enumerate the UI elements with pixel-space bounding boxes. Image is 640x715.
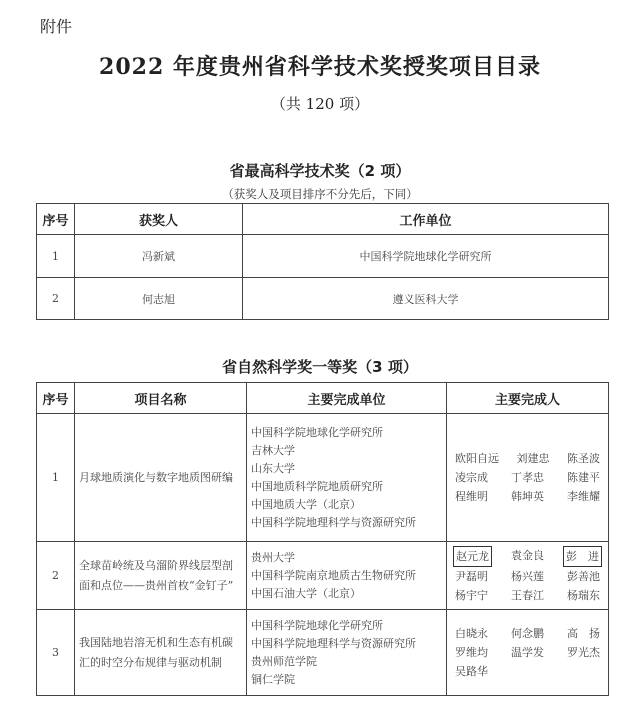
- person-name: 李维耀: [567, 490, 600, 503]
- table-row: [37, 278, 609, 320]
- table-row: [37, 414, 609, 542]
- column-header-awardee: 获奖人: [75, 204, 243, 235]
- person-name: 温学发: [511, 646, 544, 659]
- completing-people: [447, 610, 609, 696]
- person-name: 尹磊明: [455, 570, 488, 583]
- person-name: 陈圣波: [567, 452, 600, 465]
- person-name: 何念鹏: [511, 627, 544, 640]
- attachment-label: 附件: [40, 17, 73, 36]
- person-name: 陈建平: [567, 471, 600, 484]
- person-name: 罗光杰: [567, 646, 600, 659]
- completing-units: [247, 610, 447, 696]
- ordering-note: （获奖人及项目排序不分先后，下同）: [222, 187, 418, 201]
- work-unit: 中国科学院地球化学研究所: [243, 235, 609, 278]
- completing-people: [447, 414, 609, 542]
- unit-line: 中国科学院地球化学研究所: [251, 618, 383, 632]
- person-name: 王春江: [511, 589, 544, 602]
- work-unit: 遵义医科大学: [243, 278, 609, 320]
- section-heading-highest-award: 省最高科学技术奖（2 项）: [229, 162, 411, 180]
- total-count: （共 120 项）: [270, 95, 370, 113]
- document-title: 2022 年度贵州省科学技术奖授奖项目目录: [99, 54, 541, 80]
- column-header-no: 序号: [37, 383, 75, 414]
- awardee-name: 冯新斌: [75, 235, 243, 278]
- person-name: 罗维均: [455, 646, 488, 659]
- unit-line: 中国科学院南京地质古生物研究所: [251, 568, 416, 582]
- person-name: 杨兴莲: [511, 570, 544, 583]
- completing-units: [247, 414, 447, 542]
- table-row: [37, 542, 609, 610]
- row-number: 3: [37, 610, 75, 696]
- row-number: 1: [37, 414, 75, 542]
- unit-line: 中国地质大学（北京）: [251, 497, 361, 511]
- unit-line: 中国科学院地理科学与资源研究所: [251, 636, 416, 650]
- unit-line: 中国石油大学（北京）: [251, 586, 361, 600]
- project-name: 月球地质演化与数字地质图研编: [75, 414, 247, 542]
- column-header-project: 项目名称: [75, 383, 247, 414]
- person-name: 彭 进: [563, 546, 602, 567]
- table-row: [37, 235, 609, 278]
- unit-line: 中国科学院地理科学与资源研究所: [251, 515, 416, 529]
- awardee-name: 何志旭: [75, 278, 243, 320]
- completing-units: [247, 542, 447, 610]
- table-header-row: [37, 204, 609, 235]
- person-name: 凌宗成: [455, 471, 488, 484]
- person-name: 程维明: [455, 490, 488, 503]
- person-name: 高 扬: [567, 627, 600, 640]
- column-header-no: 序号: [37, 204, 75, 235]
- person-name: 袁金良: [511, 549, 544, 562]
- unit-line: 中国科学院地球化学研究所: [251, 425, 383, 439]
- person-name: 欧阳自远: [455, 452, 499, 465]
- person-name: 杨宇宁: [455, 589, 488, 602]
- row-number: 2: [37, 278, 75, 320]
- person-name: 刘建忠: [516, 452, 550, 465]
- natural-science-first-prize-table: [36, 382, 609, 696]
- person-name: 丁孝忠: [511, 471, 544, 484]
- person-name: 白晓永: [455, 627, 488, 640]
- row-number: 1: [37, 235, 75, 278]
- person-name: 吴路华: [455, 665, 488, 678]
- unit-line: 铜仁学院: [251, 672, 295, 686]
- person-name: 赵元龙: [453, 546, 492, 567]
- column-header-work-unit: 工作单位: [243, 204, 609, 235]
- person-name: 韩坤英: [511, 490, 544, 503]
- unit-line: 山东大学: [251, 461, 295, 475]
- column-header-people: 主要完成人: [447, 383, 609, 414]
- project-name: 全球苗岭统及乌溜阶界线层型剖面和点位——贵州首枚“金钉子”: [75, 542, 247, 610]
- column-header-units: 主要完成单位: [247, 383, 447, 414]
- row-number: 2: [37, 542, 75, 610]
- unit-line: 贵州大学: [251, 550, 295, 564]
- unit-line: 吉林大学: [251, 443, 295, 457]
- highest-award-table: [36, 203, 609, 320]
- project-name: 我国陆地岩溶无机和生态有机碳汇的时空分布规律与驱动机制: [75, 610, 247, 696]
- completing-people: [447, 542, 609, 610]
- unit-line: 中国地质科学院地质研究所: [251, 479, 383, 493]
- section-heading-natural-science-first-prize: 省自然科学奖一等奖（3 项）: [222, 358, 418, 376]
- unit-line: 贵州师范学院: [251, 654, 317, 668]
- person-name: 彭善池: [567, 570, 600, 583]
- table-header-row: [37, 383, 609, 414]
- table-row: [37, 610, 609, 696]
- person-name: 杨瑞东: [567, 589, 600, 602]
